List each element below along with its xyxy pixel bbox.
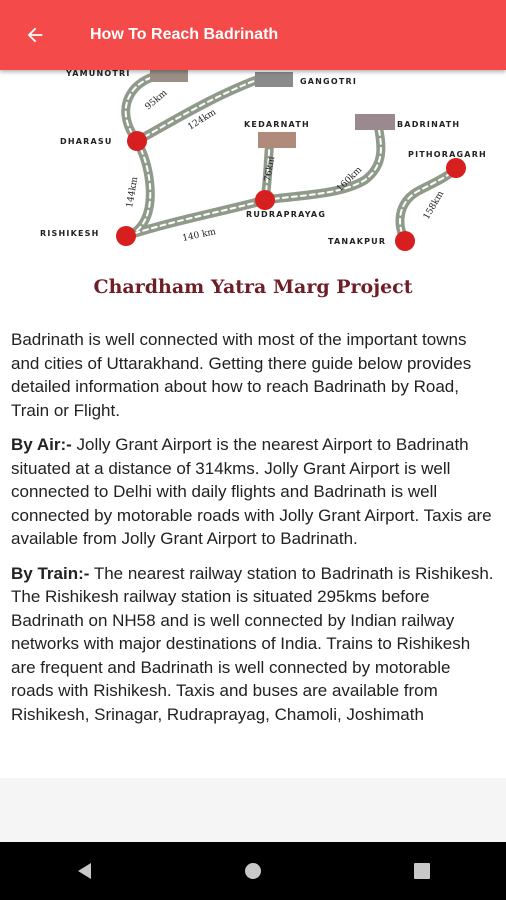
badrinath-temple-image (355, 114, 395, 130)
label-kedarnath: KEDARNATH (244, 120, 310, 129)
rishikesh-marker (116, 226, 136, 246)
by-air-heading: By Air:- (11, 435, 72, 454)
content-scroll[interactable] (11, 328, 495, 778)
distance-dharasu-yamunotri: 95km (143, 88, 170, 113)
label-yamunotri: YAMUNOTRI (66, 70, 131, 78)
system-nav-bar (0, 842, 506, 900)
app-bar (0, 0, 506, 70)
distance-tanakpur-pithoragarh: 158km (421, 189, 447, 222)
label-pithoragarh: PITHORAGARH (408, 150, 487, 159)
pithoragarh-marker (446, 158, 466, 178)
nav-recents-icon (413, 862, 431, 880)
label-dharasu: DHARASU (60, 137, 113, 146)
rudraprayag-marker (255, 190, 275, 210)
distance-rudraprayag-kedarnath: 76km (263, 155, 278, 183)
by-air-paragraph (11, 433, 495, 551)
dharasu-marker (127, 131, 147, 151)
page-title: How To Reach Badrinath (90, 26, 279, 43)
by-air-text: Jolly Grant Airport is the nearest Airport to Badrinath situated at a distance of 314kms. Jolly Grant Airport is well connected to Delhi with daily flights and Badrinath is well connected by motorable roads with Jolly Grant Airport. Taxis are available from Jolly Grant Airport to Badrinath. (11, 435, 492, 548)
nav-home-icon (243, 861, 263, 881)
route-map (0, 70, 506, 270)
kedarnath-temple-image (258, 132, 296, 148)
yamunotri-temple-image (150, 70, 188, 82)
arrow-back-icon (24, 24, 46, 46)
by-train-heading: By Train:- (11, 563, 90, 583)
label-badrinath: BADRINATH (397, 120, 461, 129)
label-rishikesh: RISHIKESH (40, 229, 100, 238)
nav-home-button[interactable] (223, 851, 283, 891)
distance-dharasu-gangotri: 124km (186, 107, 219, 133)
bottom-spacer (0, 778, 506, 842)
by-train-paragraph (11, 562, 495, 727)
intro-paragraph: Badrinath is well connected with most of the important towns and cities of Uttarakhand. Getting there guide below provides detailed information about how to reach Badrinath by Road, Train or Flight. (11, 330, 472, 420)
distance-rishikesh-rudraprayag: 140 km (181, 227, 217, 244)
back-button[interactable] (0, 0, 70, 70)
nav-back-button[interactable] (54, 851, 114, 891)
by-train-text: The nearest railway station to Badrinath is Rishikesh. The Rishikesh railway station is situated 295kms before Badrinath on NH58 and is well connected by Indian railway networks with major destinations of India. Trains to Rishikesh are frequent and Badrinath is well connected by motorable roads with Rishikesh. Taxis and buses are available from Rishikesh, Srinagar, Rudraprayag, Chamoli, Joshimath (11, 563, 494, 724)
distance-rishikesh-dharasu: 144km (125, 176, 141, 209)
route-map-graphic (0, 70, 506, 270)
tanakpur-marker (395, 231, 415, 251)
label-tanakpur: TANAKPUR (328, 237, 387, 246)
nav-recents-button[interactable] (392, 851, 452, 891)
project-title: Chardham Yatra Marg Project (93, 276, 413, 298)
distance-rudraprayag-badrinath: 160km (335, 165, 365, 195)
gangotri-temple-image (255, 72, 293, 87)
label-gangotri: GANGOTRI (300, 77, 358, 86)
nav-back-icon (75, 861, 93, 881)
label-rudraprayag: RUDRAPRAYAG (246, 210, 327, 219)
